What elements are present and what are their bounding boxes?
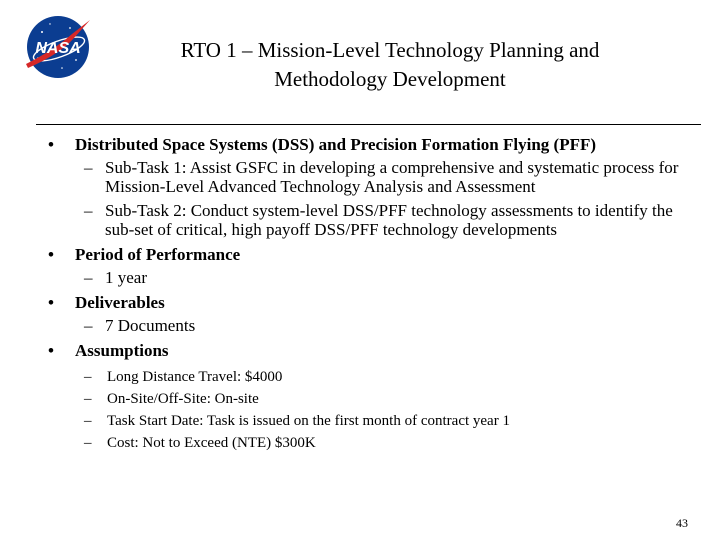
bullet-period-of-performance [0, 244, 720, 266]
sub-bullet-text: Task Start Date: Task is issued on the first month of contract year 1 [107, 413, 510, 429]
dash-marker: – [84, 391, 92, 407]
bullet-marker: • [48, 135, 54, 154]
sub-bullet-text: 7 Documents [105, 316, 196, 335]
dash-marker: – [84, 316, 93, 335]
nasa-logo [22, 14, 94, 80]
sub-bullet-text: Sub-Task 2: Conduct system-level DSS/PFF technology assessments to identify the sub-set of critical, high payoff DSS/PFF technology developments [105, 201, 673, 239]
page-number: 43 [676, 516, 688, 530]
slide-title-line-1: RTO 1 – Mission-Level Technology Planning and [180, 38, 600, 62]
sub-bullet-subtask-1 [0, 158, 720, 196]
sub-bullet-deliverables [0, 316, 720, 335]
title-divider [36, 124, 701, 125]
slide-title [110, 36, 670, 94]
dash-marker: – [84, 158, 93, 177]
bullet-text: Deliverables [75, 293, 165, 312]
sub-bullet-text: On-Site/Off-Site: On-site [107, 391, 259, 407]
dash-marker: – [84, 413, 92, 429]
sub-bullet-text: Long Distance Travel: $4000 [107, 369, 283, 385]
sub-bullet-cost [0, 434, 720, 453]
bullet-text: Period of Performance [75, 245, 241, 264]
bullet-marker: • [48, 293, 54, 312]
slide-body [0, 134, 720, 456]
sub-bullet-onsite [0, 390, 720, 409]
bullet-marker: • [48, 245, 54, 264]
dash-marker: – [84, 201, 93, 220]
dash-marker: – [84, 268, 93, 287]
sub-bullet-travel [0, 368, 720, 387]
sub-bullet-start-date [0, 412, 720, 431]
nasa-logo-graphic [22, 14, 94, 80]
slide-title-line-2: Methodology Development [274, 67, 506, 91]
dash-marker: – [84, 435, 92, 451]
bullet-text: Assumptions [75, 341, 169, 360]
sub-bullet-text: 1 year [105, 268, 148, 287]
svg-text:NASA: NASA [35, 40, 81, 57]
bullet-text: Distributed Space Systems (DSS) and Precision Formation Flying (PFF) [75, 135, 597, 154]
sub-bullet-subtask-2 [0, 201, 720, 239]
sub-bullet-text: Sub-Task 1: Assist GSFC in developing a comprehensive and systematic process for Mission-Level Advanced Technology Analysis and Assessment [105, 158, 679, 196]
bullet-dss-pff [0, 134, 720, 156]
bullet-marker: • [48, 341, 54, 360]
bullet-assumptions [0, 340, 720, 362]
sub-bullet-period [0, 268, 720, 287]
bullet-deliverables [0, 292, 720, 314]
dash-marker: – [84, 369, 92, 385]
sub-bullet-text: Cost: Not to Exceed (NTE) $300K [107, 435, 316, 451]
